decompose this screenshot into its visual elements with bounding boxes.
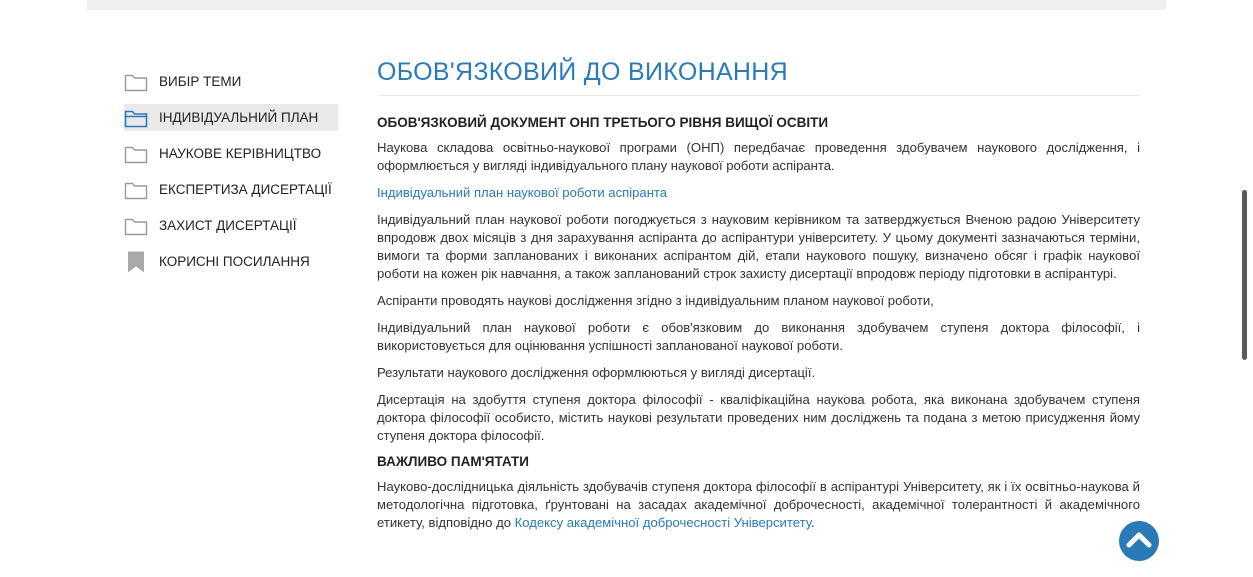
sidebar-item-dissertation-review[interactable]	[124, 176, 338, 203]
sidebar-item-supervision[interactable]	[124, 140, 338, 167]
scroll-to-top-button[interactable]	[1119, 521, 1159, 561]
sidebar-item-dissertation-defense[interactable]	[124, 212, 338, 239]
sidebar-item-label: ЗАХИСТ ДИСЕРТАЦІЇ	[159, 218, 297, 233]
folder-icon	[124, 180, 148, 200]
sidebar-item-useful-links[interactable]	[124, 248, 338, 275]
paragraph-dissertation: Дисертація на здобуття ступеня доктора філософії - кваліфікаційна наукова робота, яка виконана здобувачем ступеня доктора філософії особисто, містить наукові результати проведених ним досліджень та подана з метою присудження йому ступеня доктора філософії.	[377, 392, 1140, 443]
top-bar	[87, 0, 1166, 10]
folder-open-icon	[124, 108, 148, 128]
page-title: ОБОВ'ЯЗКОВИЙ ДО ВИКОНАННЯ	[377, 58, 1140, 96]
individual-plan-link[interactable]: Індивідуальний план наукової роботи аспіранта	[377, 185, 668, 200]
sidebar-item-label: ІНДИВІДУАЛЬНИЙ ПЛАН	[159, 110, 319, 125]
sidebar	[124, 68, 338, 284]
paragraph-intro: Наукова складова освітньо-наукової програми (ОНП) передбачає проведення здобувачем наукового дослідження, і оформлюється у вигляді індивідуального плану наукової роботи аспіранта.	[377, 140, 1140, 173]
integrity-text-end: .	[810, 515, 815, 530]
folder-icon	[124, 144, 148, 164]
paragraph-link	[377, 184, 1140, 202]
main-content	[377, 58, 1140, 541]
sidebar-item-label: ЕКСПЕРТИЗА ДИСЕРТАЦІЇ	[159, 182, 332, 197]
chevron-up-icon	[1126, 530, 1152, 553]
paragraph-plan-approval: Індивідуальний план наукової роботи погоджується з науковим керівником та затверджується Вченою радою Університету впродовж двох місяців з дня зарахування аспіранта до аспірантури університету. У цьому документі зазначаються терміни, вимоги та форми запланованих і виконаних аспірантом дій, етапи наукового пошуку, визначено обсяг і графік наукової роботи на кожен рік навчання, а також запланований строк захисту дисертації впродовж періоду підготовки в аспірантурі.	[377, 212, 1140, 281]
sidebar-item-topic-choice[interactable]	[124, 68, 338, 95]
folder-icon	[124, 216, 148, 236]
bookmark-icon	[124, 252, 148, 272]
academic-integrity-code-link[interactable]: Кодексу академічної доброчесності Університету	[514, 515, 811, 530]
sidebar-item-label: ВИБІР ТЕМИ	[159, 74, 242, 89]
paragraph-results: Результати наукового дослідження оформлюються у вигляді дисертації.	[377, 365, 816, 380]
paragraph-mandatory: Індивідуальний план наукової роботи є обов'язковим до виконання здобувачем ступеня доктора філософії, і використовується для оцінювання успішності запланованої наукової роботи.	[377, 320, 1140, 353]
paragraph-research: Аспіранти проводять наукові дослідження згідно з індивідуальним планом наукової роботи,	[377, 293, 934, 308]
section-heading-important: ВАЖЛИВО ПАМ'ЯТАТИ	[377, 454, 529, 469]
section-heading-document: ОБОВ'ЯЗКОВИЙ ДОКУМЕНТ ОНП ТРЕТЬОГО РІВНЯ ВИЩОЇ ОСВІТИ	[377, 115, 829, 130]
paragraph-integrity	[377, 478, 1140, 532]
folder-icon	[124, 72, 148, 92]
integrity-text: Науково-дослідницька діяльність здобувачів ступеня доктора філософії в аспірантурі Університету, як і їх освітньо-наукова й методологічна підготовка, ґрунтовані на засадах академічної доброчесності, академічної толерантності й академічного етикету, відповідно до	[377, 479, 1140, 530]
sidebar-item-label: КОРИСНІ ПОСИЛАННЯ	[159, 254, 310, 269]
page-scrollbar-thumb[interactable]	[1242, 190, 1247, 360]
sidebar-item-individual-plan[interactable]	[124, 104, 338, 131]
sidebar-item-label: НАУКОВЕ КЕРІВНИЦТВО	[159, 146, 322, 161]
